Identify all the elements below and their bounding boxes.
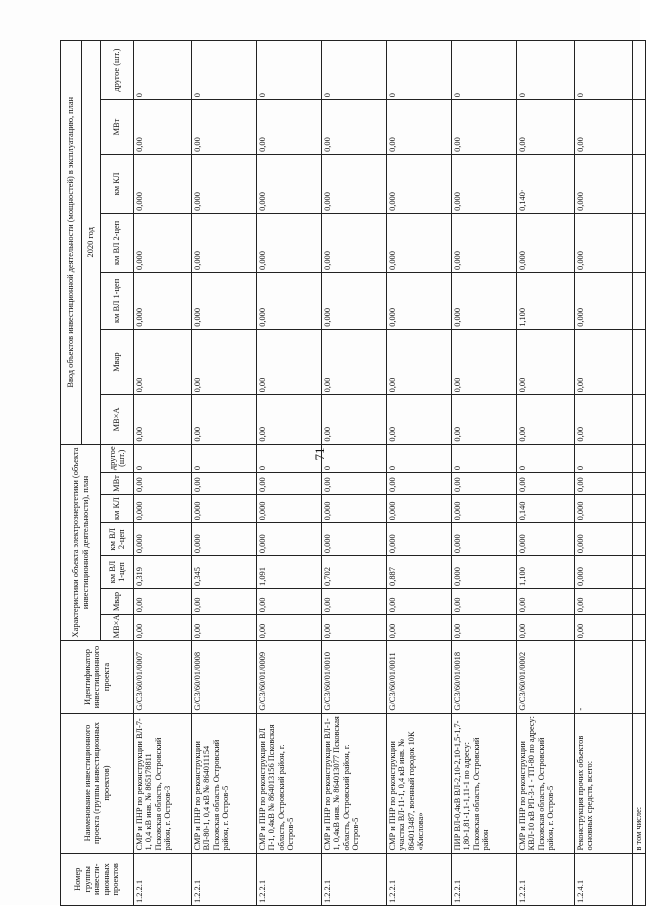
commissioning-value-cell: 0,00 — [257, 395, 322, 444]
commissioning-value-cell: 0,000 — [517, 213, 575, 272]
characteristics-value-cell: 0,000 — [192, 523, 257, 556]
project-id-cell: - — [575, 641, 633, 713]
empty-cell — [633, 100, 646, 155]
characteristics-value-cell: 0,00 — [387, 473, 452, 495]
characteristics-value-cell: 0,00 — [387, 588, 452, 614]
characteristics-value-cell: 0 — [575, 444, 633, 473]
group-number-cell: 1.2.2.1 — [322, 853, 387, 905]
commissioning-value-cell: 1,100 — [517, 272, 575, 329]
subheader-km-vl1: км ВЛ 1-цеп — [101, 272, 134, 329]
table-body — [134, 41, 646, 906]
subheader-mvar: Мвар — [101, 588, 134, 614]
commissioning-value-cell: 0,000 — [387, 213, 452, 272]
table-row — [387, 41, 452, 906]
empty-cell — [633, 523, 646, 556]
characteristics-value-cell: 0,00 — [452, 615, 517, 641]
subheader-mvar: Мвар — [101, 329, 134, 395]
commissioning-value-cell: 0,000 — [192, 213, 257, 272]
table-row — [575, 41, 633, 906]
header-characteristics: Характеристики объекта электроэнергетики (объекта инвестиционной деятельности), план — [61, 444, 101, 641]
characteristics-value-cell: 0,000 — [322, 523, 387, 556]
project-id-cell: G/C3/60/01/0009 — [257, 641, 322, 713]
subheader-km-vl2: км ВЛ 2-цеп — [101, 523, 134, 556]
table-row — [322, 41, 387, 906]
characteristics-value-cell: 0,00 — [575, 588, 633, 614]
subheader-km-vl2: км ВЛ 2-цеп — [101, 213, 134, 272]
group-number-cell — [633, 853, 646, 905]
commissioning-value-cell: 0,000 — [322, 154, 387, 213]
commissioning-value-cell: 0,00 — [575, 329, 633, 395]
empty-cell — [633, 272, 646, 329]
header-name: Наименование инвестиционного проекта (группы инвестиционных проектов) — [61, 713, 134, 853]
characteristics-value-cell: 0,000 — [134, 494, 192, 522]
commissioning-value-cell: 0,000 — [322, 213, 387, 272]
commissioning-value-cell: 0,00 — [517, 100, 575, 155]
characteristics-value-cell: 0,000 — [575, 494, 633, 522]
table-row — [134, 41, 192, 906]
group-number-cell: 1.2.2.1 — [134, 853, 192, 905]
characteristics-value-cell: 0,345 — [192, 556, 257, 589]
commissioning-value-cell: 0,00 — [257, 100, 322, 155]
commissioning-value-cell: 0 — [387, 41, 452, 100]
characteristics-value-cell: 0,000 — [387, 523, 452, 556]
commissioning-value-cell: 0 — [575, 41, 633, 100]
subheader-mw: МВт — [101, 100, 134, 155]
commissioning-value-cell: 0,00 — [322, 395, 387, 444]
commissioning-value-cell: 0,00 — [257, 329, 322, 395]
table-row — [257, 41, 322, 906]
characteristics-value-cell: 0,00 — [575, 615, 633, 641]
commissioning-value-cell: 0,000 — [452, 213, 517, 272]
commissioning-value-cell: 0,000 — [257, 154, 322, 213]
characteristics-value-cell: 0 — [257, 444, 322, 473]
empty-cell — [633, 615, 646, 641]
commissioning-value-cell: 0,00 — [322, 329, 387, 395]
header-commissioning: Ввод объектов инвестиционной деятельности (мощностей) в эксплуатацию, план — [61, 41, 82, 445]
group-number-cell: 1.2.2.1 — [257, 853, 322, 905]
group-number-cell: 1.2.2.1 — [192, 853, 257, 905]
empty-cell — [633, 154, 646, 213]
characteristics-value-cell: 0,000 — [134, 523, 192, 556]
commissioning-value-cell: 0,000 — [387, 272, 452, 329]
characteristics-value-cell: 0,000 — [257, 523, 322, 556]
commissioning-value-cell: 0,000 — [322, 272, 387, 329]
characteristics-value-cell: 0,00 — [322, 588, 387, 614]
empty-cell — [633, 444, 646, 473]
project-name-cell: СМР и ПНР по реконструкции участка ВЛ-11-1, 0,4 кВ инв. № 864013487, военный городок 10К «Кислова» — [387, 713, 452, 853]
characteristics-value-cell: 0,00 — [452, 473, 517, 495]
characteristics-value-cell: 0 — [517, 444, 575, 473]
empty-cell — [633, 494, 646, 522]
characteristics-value-cell: 0,000 — [257, 494, 322, 522]
commissioning-value-cell: 0,000 — [575, 272, 633, 329]
characteristics-value-cell: 0 — [134, 444, 192, 473]
header-id: Идентификатор инвестиционного проекта — [61, 641, 134, 713]
commissioning-value-cell: 0,000 — [192, 154, 257, 213]
characteristics-value-cell: 0 — [387, 444, 452, 473]
commissioning-value-cell: 0 — [134, 41, 192, 100]
empty-cell — [633, 329, 646, 395]
characteristics-value-cell: 0,00 — [134, 588, 192, 614]
empty-cell — [633, 41, 646, 100]
characteristics-value-cell: 0,000 — [322, 494, 387, 522]
commissioning-value-cell: 0,00 — [387, 100, 452, 155]
project-id-cell: G/C3/60/01/0011 — [387, 641, 452, 713]
commissioning-value-cell: 0,00 — [192, 329, 257, 395]
characteristics-value-cell: 0,00 — [387, 615, 452, 641]
commissioning-value-cell: 0,00 — [134, 100, 192, 155]
project-id-cell: G/C3/60/01/0007 — [134, 641, 192, 713]
characteristics-value-cell: 0,000 — [192, 494, 257, 522]
commissioning-value-cell: 0 — [517, 41, 575, 100]
characteristics-value-cell: 0,00 — [517, 473, 575, 495]
characteristics-value-cell: 0,000 — [452, 523, 517, 556]
project-name-cell: СМР и ПНР по реконструкции ВЛ-1-1, 0,4кВ инв. № 864013077 Псковская область, Островский район, г. Остров-5 — [322, 713, 387, 853]
commissioning-value-cell: 0,000 — [452, 154, 517, 213]
characteristics-value-cell: 0,000 — [575, 556, 633, 589]
project-name-cell: Реконструкция прочих объектов основных средств, всего: — [575, 713, 633, 853]
characteristics-value-cell: 1,091 — [257, 556, 322, 589]
project-name-cell: СМР и ПНР по реконструкции КВЛ-10 кВ РП-3-1 - ТП-80 по адресу: Псковская область, Островский район, г. Остров-5 — [517, 713, 575, 853]
commissioning-value-cell: 0,00 — [517, 395, 575, 444]
characteristics-value-cell: 0,00 — [452, 588, 517, 614]
commissioning-value-cell: 0,140· — [517, 154, 575, 213]
characteristics-value-cell: 0,00 — [575, 473, 633, 495]
commissioning-value-cell: 0,00 — [192, 100, 257, 155]
commissioning-value-cell: 0,00 — [452, 100, 517, 155]
project-name-cell: СМР и ПНР по реконструкции ВЛ-7-1, 0,4 кВ инв. № 865178811 Псковская область, Островский район, г. Остров-3 — [134, 713, 192, 853]
characteristics-value-cell: 0,000 — [387, 494, 452, 522]
project-id-cell: G/C3/60/01/0018 — [452, 641, 517, 713]
characteristics-value-cell: 0,702 — [322, 556, 387, 589]
empty-cell — [633, 588, 646, 614]
table-row — [452, 41, 517, 906]
subheader-other: другое (шт.) — [101, 41, 134, 100]
commissioning-value-cell: 0,000 — [134, 154, 192, 213]
commissioning-value-cell: 0 — [257, 41, 322, 100]
commissioning-value-cell: 0,000 — [134, 213, 192, 272]
subheader-mva: МВ×А — [101, 615, 134, 641]
commissioning-value-cell: 0,000 — [387, 154, 452, 213]
commissioning-value-cell: 0,00 — [575, 395, 633, 444]
group-number-cell: 1.2.2.1 — [517, 853, 575, 905]
commissioning-value-cell: 0,000 — [257, 213, 322, 272]
subheader-km-kl: км КЛ — [101, 154, 134, 213]
subheader-km-vl1: км ВЛ 1-цеп — [101, 556, 134, 589]
commissioning-value-cell: 0 — [452, 41, 517, 100]
commissioning-value-cell: 0,000 — [257, 272, 322, 329]
project-name-cell: СМР и ПНР по реконструкции ВЛ П-1, 0,4кВ № 864013156 Псковская область, Островский район, г. Остров-5 — [257, 713, 322, 853]
characteristics-value-cell: 0 — [452, 444, 517, 473]
project-id-cell: G/C3/60/01/0002 — [517, 641, 575, 713]
commissioning-value-cell: 0,00 — [192, 395, 257, 444]
characteristics-value-cell: 0,887 — [387, 556, 452, 589]
investment-table — [60, 40, 646, 906]
project-name-cell: СМР и ПНР по реконструкции ВЛ-80-1, 0,4 кВ № 864011154 Псковская область Островский район, г. Остров-5 — [192, 713, 257, 853]
characteristics-value-cell: 1,100 — [517, 556, 575, 589]
characteristics-value-cell: 0,00 — [192, 588, 257, 614]
characteristics-value-cell: 0,00 — [322, 473, 387, 495]
commissioning-value-cell: 0 — [192, 41, 257, 100]
characteristics-value-cell: 0,140 — [517, 494, 575, 522]
characteristics-value-cell: 0,00 — [257, 473, 322, 495]
including-label: в том числе: — [633, 713, 646, 853]
empty-cell — [633, 395, 646, 444]
rotated-table-sheet — [60, 40, 643, 906]
characteristics-value-cell: 0 — [322, 444, 387, 473]
characteristics-value-cell: 0,00 — [517, 588, 575, 614]
characteristics-value-cell: 0 — [192, 444, 257, 473]
table-row — [517, 41, 575, 906]
commissioning-value-cell: 0,00 — [134, 329, 192, 395]
empty-cell — [633, 213, 646, 272]
characteristics-value-cell: 0,319 — [134, 556, 192, 589]
group-number-cell: 1.2.4.1 — [575, 853, 633, 905]
commissioning-value-cell: 0,00 — [575, 100, 633, 155]
empty-cell — [633, 641, 646, 713]
characteristics-value-cell: 0,00 — [192, 473, 257, 495]
characteristics-value-cell: 0,000 — [452, 494, 517, 522]
characteristics-value-cell: 0,00 — [134, 473, 192, 495]
characteristics-value-cell: 0,00 — [192, 615, 257, 641]
project-id-cell: G/C3/60/01/0008 — [192, 641, 257, 713]
table-row — [633, 41, 646, 906]
project-name-cell: ПИР ВЛ-0,4кВ ВЛ-2,10-2,10-1,5-1,7-1,80-1,81-1,1-1,11-1 по адресу: Псковская область, Островский район — [452, 713, 517, 853]
characteristics-value-cell: 0,000 — [452, 556, 517, 589]
empty-cell — [633, 556, 646, 589]
commissioning-value-cell: 0,00 — [134, 395, 192, 444]
header-num: Номер группы инвести-ционных проектов — [61, 853, 134, 905]
characteristics-value-cell: 0,00 — [134, 615, 192, 641]
subheader-other: другое (шт.) — [101, 444, 134, 473]
group-number-cell: 1.2.2.1 — [452, 853, 517, 905]
commissioning-value-cell: 0,00 — [452, 395, 517, 444]
commissioning-value-cell: 0,00 — [322, 100, 387, 155]
commissioning-value-cell: 0,00 — [387, 395, 452, 444]
group-number-cell: 1.2.2.1 — [387, 853, 452, 905]
commissioning-value-cell: 0,00 — [452, 329, 517, 395]
page-number: 71 — [312, 447, 327, 461]
commissioning-value-cell: 0,000 — [575, 213, 633, 272]
characteristics-value-cell: 0,000 — [575, 523, 633, 556]
characteristics-value-cell: 0,00 — [257, 615, 322, 641]
commissioning-value-cell: 0,000 — [192, 272, 257, 329]
commissioning-value-cell: 0,00 — [387, 329, 452, 395]
subheader-mva: МВ×А — [101, 395, 134, 444]
characteristics-value-cell: 0,00 — [322, 615, 387, 641]
subheader-km-kl: км КЛ — [101, 494, 134, 522]
table-row — [192, 41, 257, 906]
commissioning-value-cell: 0 — [322, 41, 387, 100]
commissioning-value-cell: 0,000 — [575, 154, 633, 213]
header-year: 2020 год — [82, 41, 101, 445]
commissioning-value-cell: 0,000 — [452, 272, 517, 329]
project-id-cell: G/C3/60/01/0010 — [322, 641, 387, 713]
characteristics-value-cell: 0,00 — [257, 588, 322, 614]
characteristics-value-cell: 0,00 — [517, 615, 575, 641]
characteristics-value-cell: 0,000 — [517, 523, 575, 556]
commissioning-value-cell: 0,00 — [517, 329, 575, 395]
empty-cell — [633, 473, 646, 495]
subheader-mw: МВт — [101, 473, 134, 495]
commissioning-value-cell: 0,000 — [134, 272, 192, 329]
